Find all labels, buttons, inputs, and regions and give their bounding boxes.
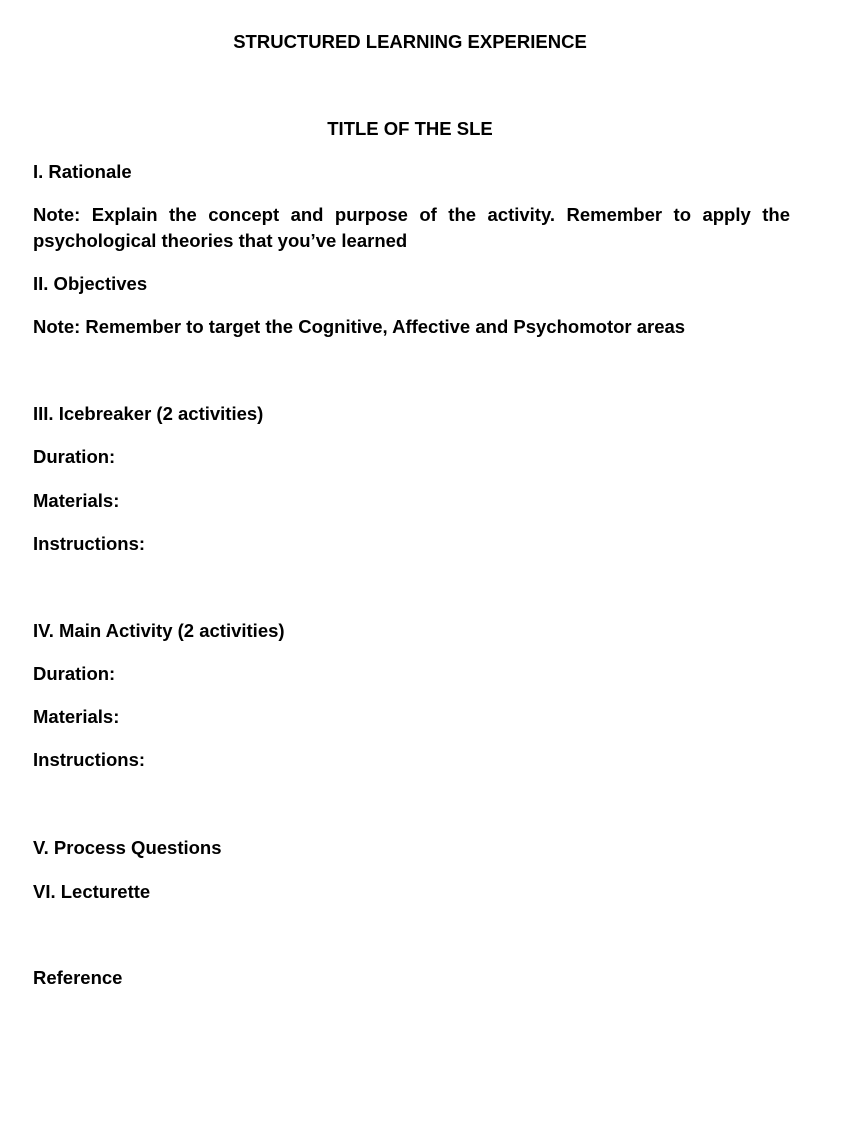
process-questions-heading: V. Process Questions	[33, 837, 222, 858]
objectives-heading: II. Objectives	[33, 273, 148, 294]
main-activity-duration-label: Duration:	[33, 663, 116, 684]
icebreaker-heading: III. Icebreaker (2 activities)	[33, 403, 264, 424]
document-header-title: STRUCTURED LEARNING EXPERIENCE	[233, 31, 587, 52]
reference-heading: Reference	[33, 967, 123, 988]
icebreaker-duration-label: Duration:	[33, 446, 116, 467]
main-activity-heading: IV. Main Activity (2 activities)	[33, 620, 285, 641]
main-activity-materials-label: Materials:	[33, 706, 120, 727]
sle-title: TITLE OF THE SLE	[327, 118, 493, 139]
rationale-note: Note: Explain the concept and purpose of the activity. Remember to apply the psychological theories that you’ve learned	[33, 204, 790, 251]
icebreaker-materials-label: Materials:	[33, 490, 120, 511]
lecturette-heading: VI. Lecturette	[33, 881, 151, 902]
rationale-heading: I. Rationale	[33, 161, 132, 182]
icebreaker-instructions-label: Instructions:	[33, 533, 146, 554]
main-activity-instructions-label: Instructions:	[33, 749, 146, 770]
objectives-note: Note: Remember to target the Cognitive, Affective and Psychomotor areas	[33, 316, 686, 337]
